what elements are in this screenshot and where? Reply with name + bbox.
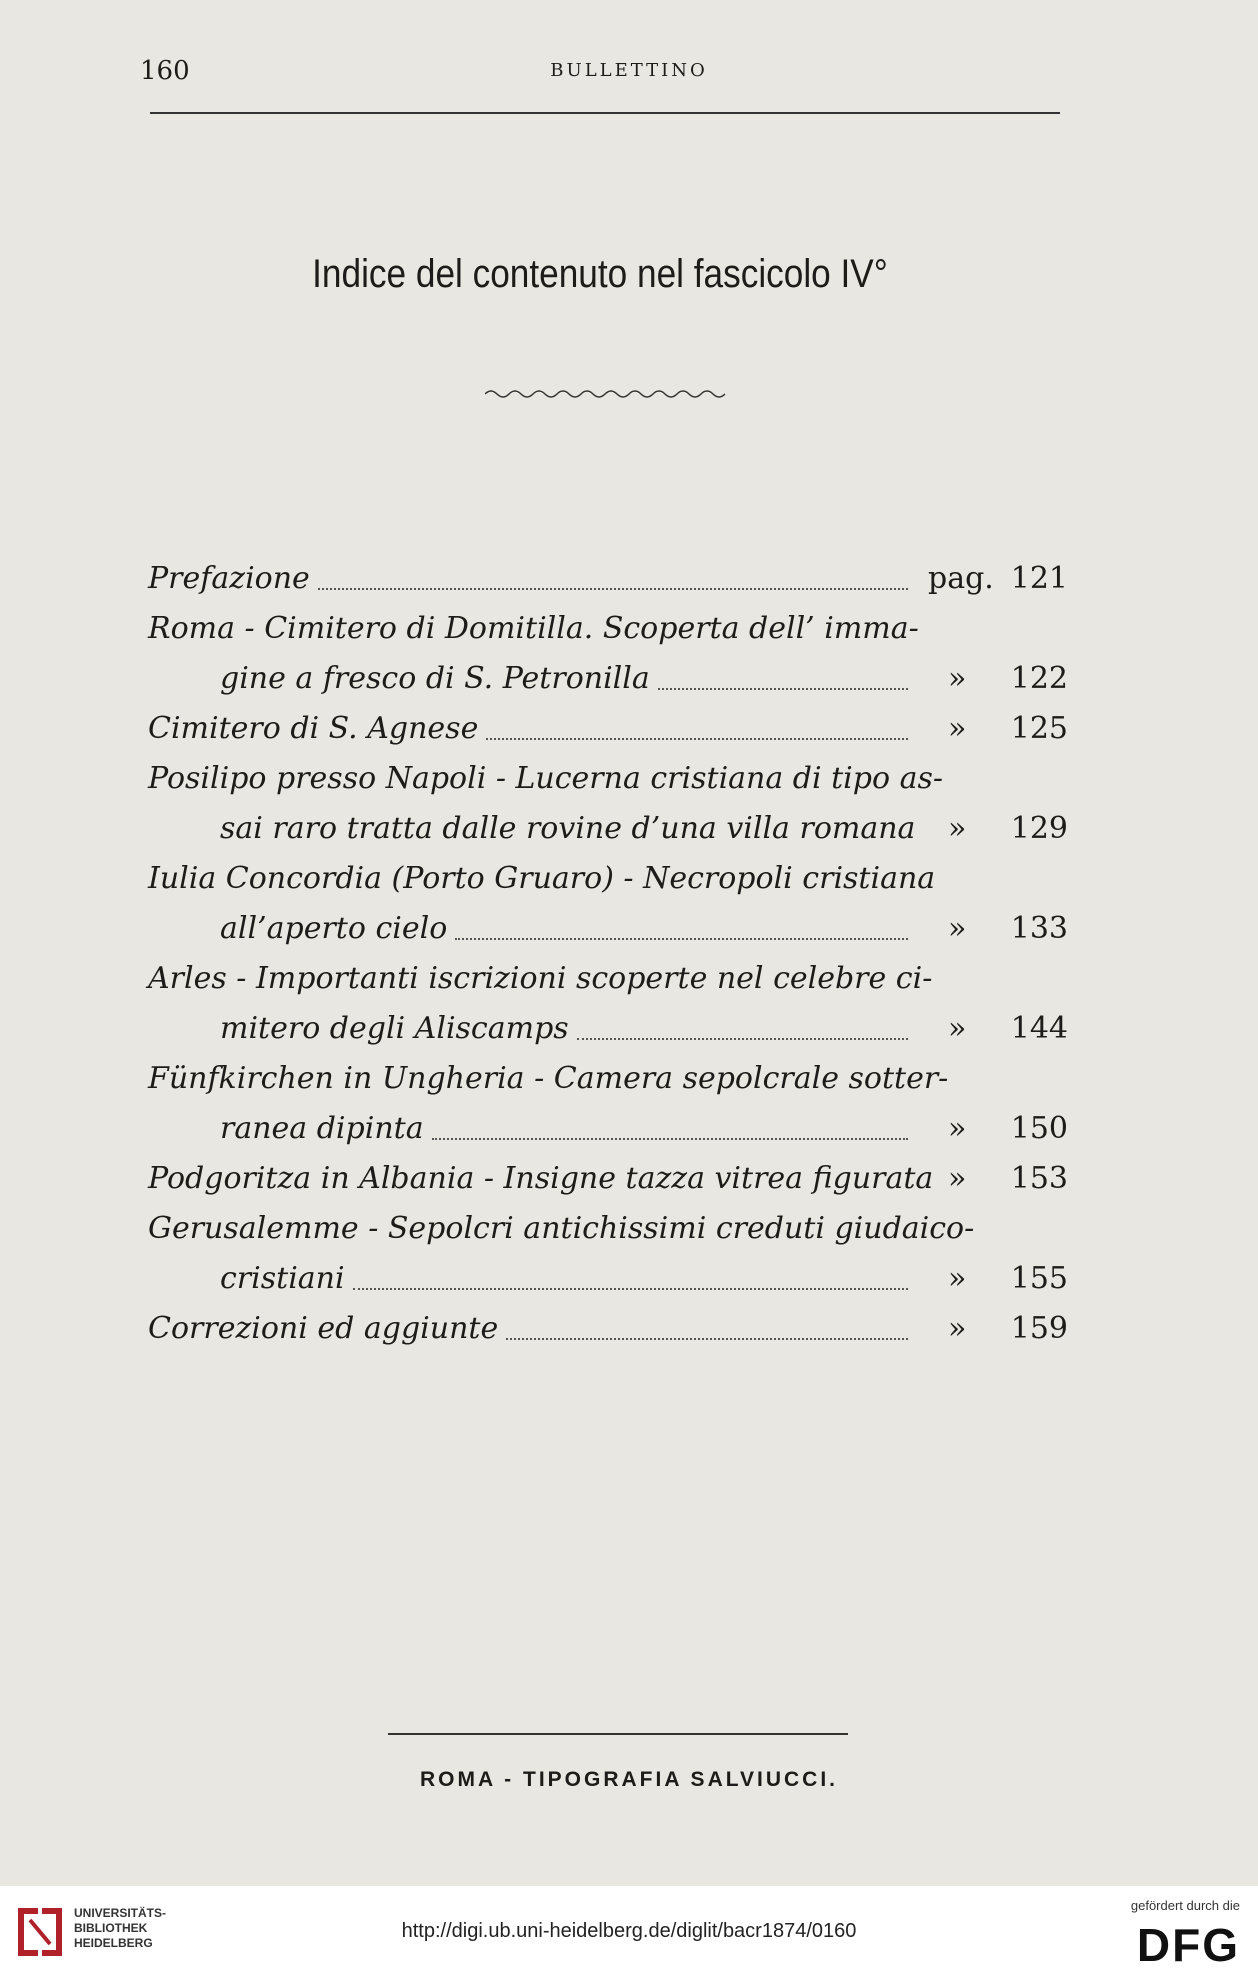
toc-ditto-mark: » [948, 711, 967, 746]
toc-ditto-mark: » [948, 1011, 967, 1046]
printer-imprint: ROMA - TIPOGRAFIA SALVIUCCI. [419, 1768, 839, 1791]
toc-page-number: 153 [1010, 1161, 1068, 1196]
footer-rule [388, 1733, 848, 1735]
toc-leader-dots [506, 1338, 908, 1340]
funder-caption: gefördert durch die [1130, 1898, 1240, 1913]
library-name-line: HEIDELBERG [74, 1936, 153, 1950]
header-rule [150, 112, 1060, 114]
page-number: 160 [140, 56, 190, 86]
library-name-line: UNIVERSITÄTS- [74, 1906, 167, 1920]
toc-ditto-mark: » [948, 911, 967, 946]
toc-entry-text: Cimitero di S. Agnese [148, 711, 479, 746]
toc-line [148, 804, 1068, 854]
toc-line [148, 1004, 1068, 1054]
toc-line [148, 1104, 1068, 1154]
toc-page-number: 121 [1010, 561, 1068, 596]
toc-ditto-mark: » [948, 1111, 967, 1146]
ornament-squiggle [485, 386, 735, 400]
source-url-link[interactable]: http://digi.ub.uni-heidelberg.de/diglit/bacr1874/0160 [401, 1920, 857, 1942]
toc-entry-text: Gerusalemme - Sepolcri antichissimi creduti giudaico- [148, 1211, 975, 1246]
toc-leader-dots [353, 1288, 908, 1290]
toc-entry-text: gine a fresco di S. Petronilla [220, 661, 650, 696]
toc-page-number: 150 [1010, 1111, 1068, 1146]
toc-line [148, 604, 1068, 654]
table-of-contents [148, 554, 1068, 1354]
toc-page-number: 125 [1010, 711, 1068, 746]
toc-leader-dots [486, 738, 908, 740]
toc-leader-dots [577, 1038, 908, 1040]
toc-page-number: 155 [1010, 1261, 1068, 1296]
toc-entry-text: Fünfkirchen in Ungheria - Camera sepolcrale sotter- [148, 1061, 949, 1096]
toc-page-number: 133 [1010, 911, 1068, 946]
toc-entry-text: mitero degli Aliscamps [220, 1011, 569, 1046]
digitization-footer-bar [0, 1886, 1258, 1977]
toc-leader-dots [658, 688, 908, 690]
toc-entry-text: Iulia Concordia (Porto Gruaro) - Necropoli cristiana [148, 861, 936, 896]
toc-entry-text: all’aperto cielo [220, 911, 448, 946]
toc-line [148, 1054, 1068, 1104]
toc-line [148, 754, 1068, 804]
toc-line [148, 904, 1068, 954]
toc-line [148, 654, 1068, 704]
toc-page-number: 159 [1010, 1311, 1068, 1346]
toc-entry-text: sai raro tratta dalle rovine d’una villa romana [220, 811, 916, 846]
toc-entry-text: Podgoritza in Albania - Insigne tazza vitrea figurata [148, 1161, 934, 1196]
toc-page-number: 144 [1010, 1011, 1068, 1046]
toc-entry-text: Arles - Importanti iscrizioni scoperte nel celebre ci- [148, 961, 933, 996]
toc-line [148, 1304, 1068, 1354]
toc-ditto-mark: » [948, 1261, 967, 1296]
toc-leader-dots [432, 1138, 908, 1140]
toc-leader-dots [455, 938, 908, 940]
toc-line [148, 854, 1068, 904]
toc-line [148, 1254, 1068, 1304]
library-name-line: BIBLIOTHEK [74, 1921, 148, 1935]
toc-line [148, 1154, 1068, 1204]
toc-leader-dots [318, 588, 908, 590]
toc-ditto-mark: » [948, 1161, 967, 1196]
toc-entry-text: Correzioni ed aggiunte [148, 1311, 499, 1346]
toc-entry-text: Prefazione [148, 561, 310, 596]
toc-entry-text: Roma - Cimitero di Domitilla. Scoperta dell’ imma- [148, 611, 919, 646]
dfg-logo: DFG [1136, 1919, 1240, 1971]
toc-line [148, 954, 1068, 1004]
toc-page-number: 129 [1010, 811, 1068, 846]
toc-entry-text: ranea dipinta [220, 1111, 424, 1146]
toc-ditto-mark: » [948, 661, 967, 696]
toc-line [148, 704, 1068, 754]
toc-line [148, 1204, 1068, 1254]
toc-ditto-mark: » [948, 1311, 967, 1346]
page-title: Indice del contenuto nel fascicolo IV° [312, 252, 888, 296]
toc-page-prefix: pag. [928, 561, 994, 596]
toc-entry-text: cristiani [220, 1261, 345, 1296]
toc-line [148, 554, 1068, 604]
toc-entry-text: Posilipo presso Napoli - Lucerna cristiana di tipo as- [148, 761, 943, 796]
toc-page-number: 122 [1010, 661, 1068, 696]
running-title: BULLETTINO [550, 60, 708, 81]
toc-ditto-mark: » [948, 811, 967, 846]
